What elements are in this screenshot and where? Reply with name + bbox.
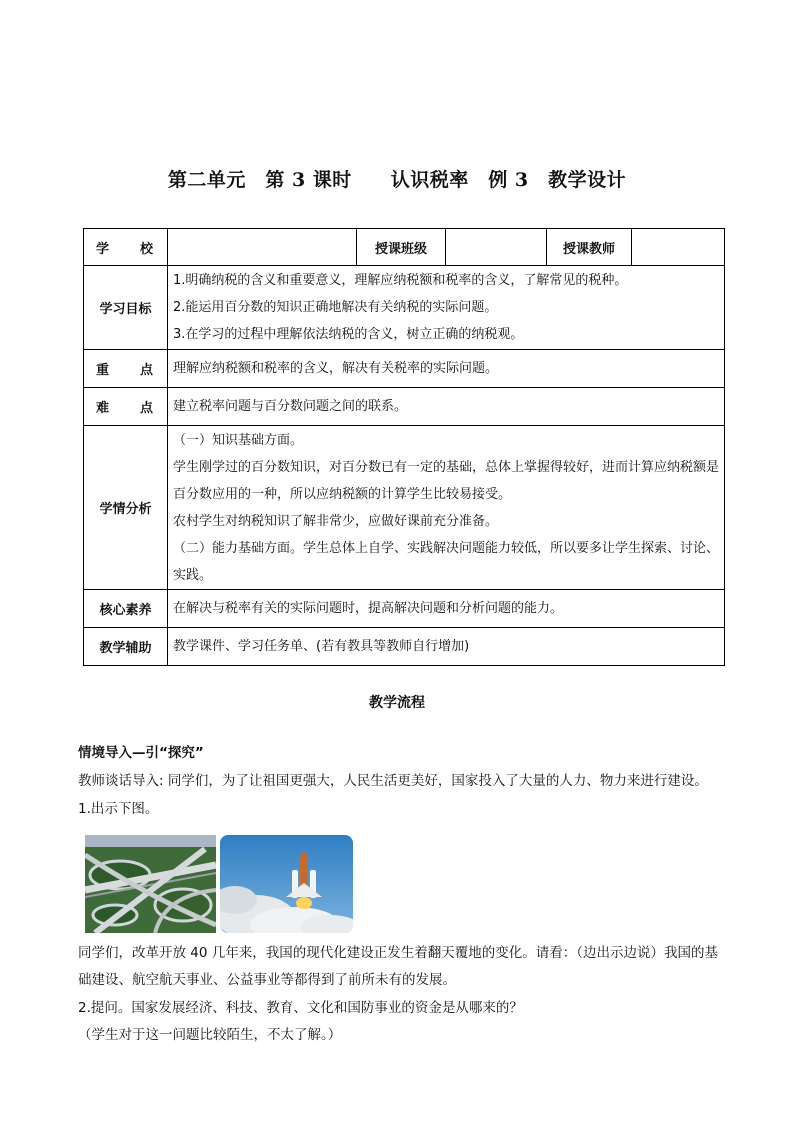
row-school xyxy=(84,229,725,266)
objective-item: 3.在学习的过程中理解依法纳税的含义，树立正确的纳税观。 xyxy=(173,327,524,342)
flow-heading: 教学流程 xyxy=(369,695,425,711)
analysis-line: （一）知识基础方面。 xyxy=(173,432,304,448)
row-aids xyxy=(84,628,725,666)
row-core xyxy=(84,590,725,628)
objective-item: 1.明确纳税的含义和重要意义，理解应纳税额和税率的含义，了解常见的税种。 xyxy=(173,273,628,288)
objectives-content xyxy=(168,266,725,350)
space-shuttle-launch-photo xyxy=(220,835,353,933)
class-value xyxy=(446,229,547,266)
core-label: 核心素养 xyxy=(84,590,168,628)
objective-item: 2.能运用百分数的知识正确地解决有关纳税的实际问题。 xyxy=(173,300,498,315)
school-label: 学 校 xyxy=(84,229,168,266)
student-note: （学生对于这一问题比较陌生，不太了解。） xyxy=(78,1027,342,1043)
teacher-value xyxy=(632,229,725,266)
lesson-info-table xyxy=(83,228,725,666)
paragraph-development: 同学们，改革开放 40 几年来，我国的现代化建设正发生着翻天覆地的变化。请看：（边出示边说）我国的基础建设、航空航天事业、公益事业等都得到了前所未有的发展。 xyxy=(78,945,719,988)
objectives-label: 学习目标 xyxy=(84,266,168,350)
analysis-line: 学生刚学过的百分数知识，对百分数已有一定的基础，总体上掌握得较好，进而计算应纳税额是百分数应用的一种，所以应纳税额的计算学生比较易接受。 xyxy=(173,459,720,502)
school-value xyxy=(168,229,357,266)
step-1: 1.出示下图。 xyxy=(78,801,159,817)
section-title: 情境导入—引“探究” xyxy=(78,745,204,761)
row-analysis xyxy=(84,426,725,590)
intro-paragraph: 教师谈话导入: 同学们，为了让祖国更强大，人民生活更美好，国家投入了大量的人力、物力来进行建设。 xyxy=(78,773,708,789)
difficulty-text: 建立税率问题与百分数问题之间的联系。 xyxy=(168,388,725,426)
aids-label: 教学辅助 xyxy=(84,628,168,666)
row-difficulty xyxy=(84,388,725,426)
aids-text: 教学课件、学习任务单、(若有教具等教师自行增加) xyxy=(168,628,725,666)
document-title: 第二单元 第 3 课时 认识税率 例 3 教学设计 xyxy=(167,169,627,191)
analysis-label: 学情分析 xyxy=(84,426,168,590)
analysis-line: （二）能力基础方面。学生总体上自学、实践解决问题能力较低，所以要多让学生探索、讨论、实践。 xyxy=(173,540,720,583)
class-label: 授课班级 xyxy=(357,229,446,266)
row-objectives xyxy=(84,266,725,350)
row-key-point xyxy=(84,350,725,388)
highway-interchange-photo xyxy=(85,835,216,933)
core-text: 在解决与税率有关的实际问题时，提高解决问题和分析问题的能力。 xyxy=(168,590,725,628)
key-point-text: 理解应纳税额和税率的含义，解决有关税率的实际问题。 xyxy=(168,350,725,388)
teacher-label: 授课教师 xyxy=(547,229,632,266)
key-point-label: 重 点 xyxy=(84,350,168,388)
analysis-content xyxy=(168,426,725,590)
difficulty-label: 难 点 xyxy=(84,388,168,426)
analysis-line: 农村学生对纳税知识了解非常少，应做好课前充分准备。 xyxy=(173,513,499,529)
step-2: 2.提问。国家发展经济、科技、教育、文化和国防事业的资金是从哪来的？ xyxy=(78,1000,523,1016)
